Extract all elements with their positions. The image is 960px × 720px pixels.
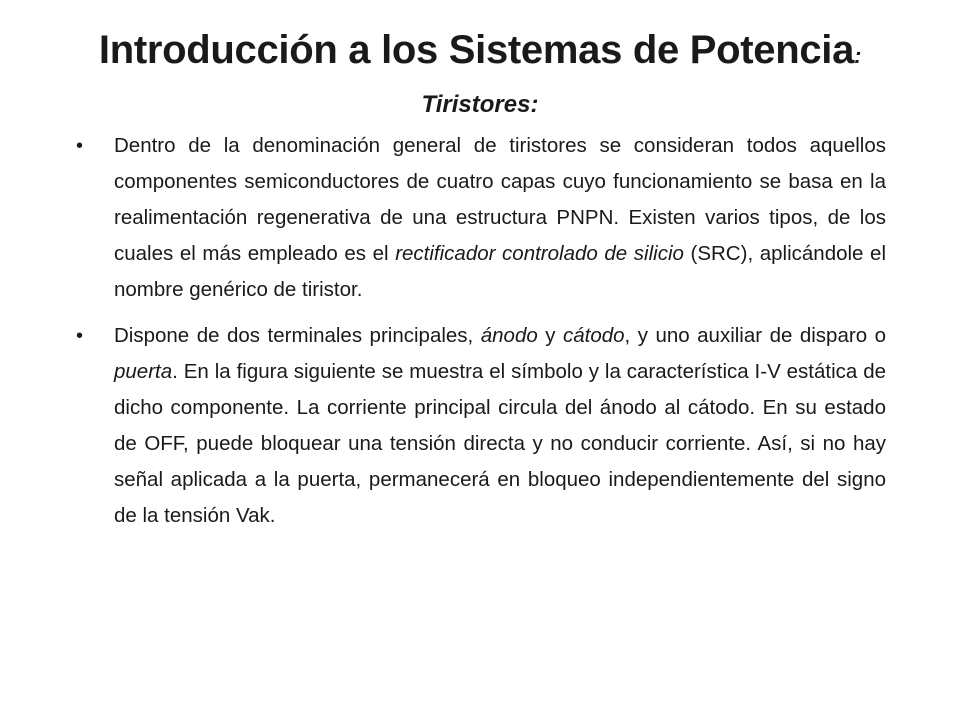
- bullet-2-emphasis-anodo: ánodo: [480, 324, 538, 347]
- bullet-list: [74, 128, 886, 544]
- bullet-item-2: [74, 318, 886, 534]
- bullet-2-emphasis-catodo: cátodo: [562, 324, 625, 347]
- bullet-1-text-a: Dentro de la denominación general de tiristores se consideran todos aquellos componentes semiconductores de cuatro capas cuyo funcionamiento se basa en la realimentación regenerativa de una estructura PNPN. Existen varios tipos, de los cuales el más empleado es el: [114, 134, 886, 265]
- slide-title: [40, 26, 920, 80]
- bullet-1-emphasis-src: rectificador controlado de silicio: [395, 242, 684, 265]
- slide-subtitle: Tiristores:: [421, 91, 539, 118]
- bullet-2-text-d: . En la figura siguiente se muestra el símbolo y la característica I-V estática de dicho componente. La corriente principal circula del ánodo al cátodo. En su estado de OFF, puede bloquear una tensión directa y no conducir corriente. Así, si no hay señal aplicada a la puerta, permanecerá en bloqueo independientemente del signo de la tensión Vak.: [114, 360, 886, 527]
- bullet-2-text-c: , y uno auxiliar de disparo o: [624, 324, 886, 347]
- slide-title-text: Introducción a los Sistemas de Potencia: [98, 28, 855, 72]
- bullet-2-text-b: y: [537, 324, 563, 347]
- slide-title-colon: :: [854, 43, 862, 68]
- title-block: [40, 26, 920, 120]
- bullet-icon: •: [76, 325, 84, 347]
- bullet-icon: •: [76, 135, 84, 157]
- bullet-1-text-b: (SRC), aplicándole el nombre genérico de tiristor.: [114, 242, 887, 301]
- bullet-2-emphasis-puerta: puerta: [114, 360, 173, 383]
- bullet-2-text-a: Dispone de dos terminales principales,: [114, 324, 481, 347]
- bullet-item-1: [74, 128, 886, 308]
